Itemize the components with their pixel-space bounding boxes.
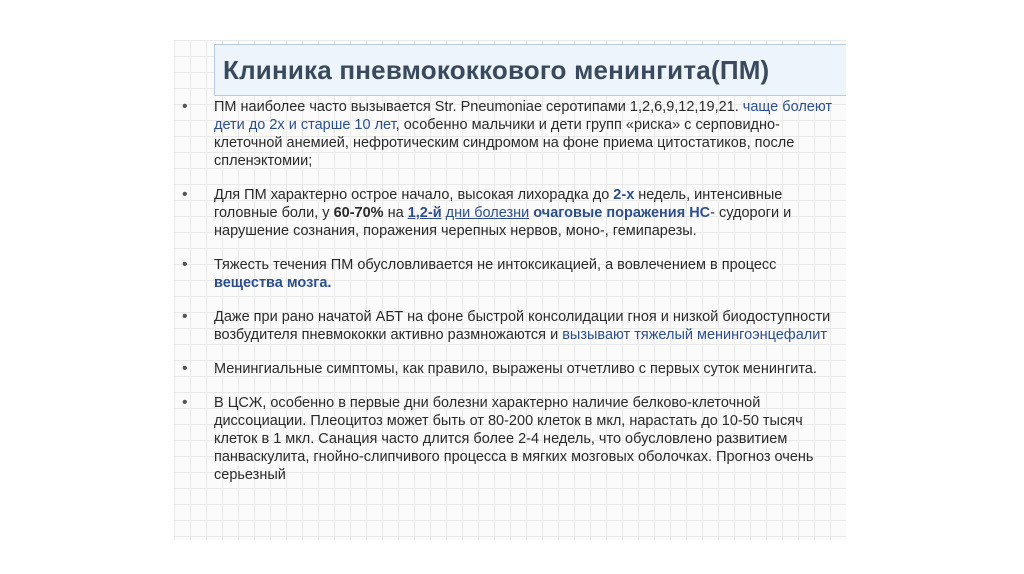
bullet-item (180, 98, 840, 170)
bullet-text-segment: на (383, 205, 408, 221)
bullet-text-segment: 1,2-й (407, 205, 442, 221)
bullet-item (180, 394, 840, 484)
bullet-text-segment: Тяжесть течения ПМ обусловливается не интоксикацией, а вовлечением в процесс (214, 257, 777, 273)
bullet-text-segment: дни болезни (445, 205, 530, 221)
bullet-text-segment: 2-х (613, 187, 635, 203)
bullet-text-segment: вещества мозга. (214, 275, 332, 291)
bullet-text-segment: 60-70% (333, 205, 384, 221)
title-bar (214, 44, 846, 96)
bullet-text-segment: - судороги и нарушение сознания, поражения черепных нервов, моно-, гемипарезы. (214, 205, 792, 239)
bullet-text-segment: Для ПМ характерно острое начало, высокая лихорадка до (214, 187, 614, 203)
bullet-text-segment: Менингиальные симптомы, как правило, выражены отчетливо с первых суток менингита. (214, 361, 817, 377)
bullet-text-segment: В ЦСЖ, особенно в первые дни болезни характерно наличие белково-клеточной диссоциации. Плеоцитоз может быть от 80-200 клеток в мкл, нарастать до 10-50 тысяч клеток в 1 мкл. Санация часто длится более 2-4 недель, что обусловлено развитием панваскулита, гнойно-слипчивого процесса в мягких мозговых оболочках. Прогноз очень серьезный (214, 395, 814, 483)
bullet-item (180, 256, 840, 292)
bullet-text-segment: очаговые поражения НС (533, 205, 711, 221)
bullet-item (180, 186, 840, 240)
bullet-text-segment: ПМ наиболее часто вызывается Str. Pneumoniae серотипами 1,2,6,9,12,19,21. (214, 99, 743, 115)
bullet-item (180, 308, 840, 344)
bullet-item (180, 360, 840, 378)
bullet-text-segment: вызывают тяжелый менингоэнцефалит (562, 327, 828, 343)
bullet-text-segment: Даже при рано начатой АБТ на фоне быстрой консолидации гноя и низкой биодоступности возбудителя пневмококки активно размножаются и (214, 309, 831, 343)
bullet-list (180, 98, 840, 500)
bullet-text-segment: недель, интенсивные головные боли, у (214, 187, 783, 221)
slide-title: Клиника пневмококкового менингита(ПМ) (223, 54, 770, 85)
bullet-text-segment: чаще болеют дети до 2х и старше 10 лет (214, 99, 833, 133)
slide (174, 40, 846, 540)
bullet-text-segment: , особенно мальчики и дети групп «риска» с серповидно-клеточной анемией, нефротическим синдромом на фоне приема цитостатиков, после спленэктомии; (214, 117, 795, 169)
